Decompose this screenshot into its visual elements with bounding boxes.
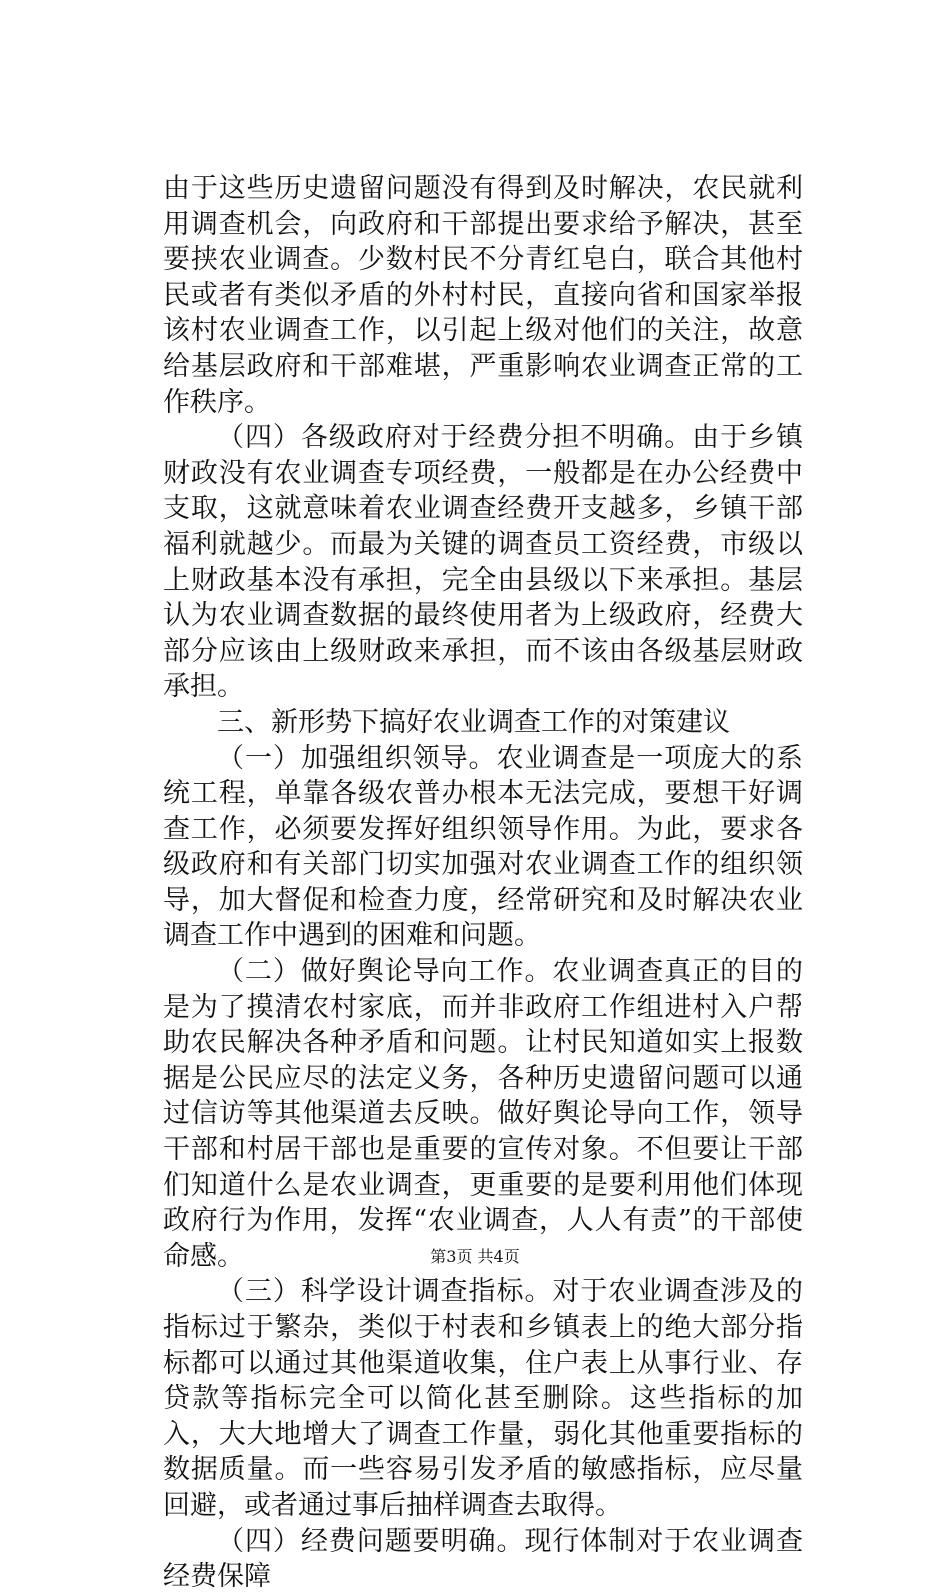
paragraph-funding-clarity: （四）经费问题要明确。现行体制对于农业调查经费保障	[163, 1525, 803, 1593]
paragraph-section-four-funding: （四）各级政府对于经费分担不明确。由于乡镇财政没有农业调查专项经费，一般都是在办公经费中支取，这就意味着农业调查经费开支越多，乡镇干部福利就越少。而最为关键的调查员工资经费，市级以上财政基本没有承担，完全由县级以下来承担。基层认为农业调查数据的最终使用者为上级政府，经费大部分应该由上级财政来承担，而不该由各级基层财政承担。	[163, 422, 803, 703]
paragraph-indicator-design: （三）科学设计调查指标。对于农业调查涉及的指标过于繁杂，类似于村表和乡镇表上的绝大部分指标都可以通过其他渠道收集，住户表上从事行业、存贷款等指标完全可以简化甚至删除。这些指标的加入，大大地增大了调查工作量，弱化其他重要指标的数据质量。而一些容易引发矛盾的敏感指标，应尽量回避，或者通过事后抽样调查去取得。	[163, 1276, 803, 1521]
page-number-footer: 第3页 共4页	[430, 1247, 520, 1266]
paragraph-continuation: 由于这些历史遗留问题没有得到及时解决，农民就利用调查机会，向政府和干部提出要求给予解决，甚至要挟农业调查。少数村民不分青红皂白，联合其他村民或者有类似矛盾的外村村民，直接向省和国家举报该村农业调查工作，以引起上级对他们的关注，故意给基层政府和干部难堪，严重影响农业调查正常的工作秩序。	[163, 173, 803, 418]
paragraph-organization-leadership: （一）加强组织领导。农业调查是一项庞大的系统工程，单靠各级农普办根本无法完成，要想干好调查工作，必须要发挥好组织领导作用。为此，要求各级政府和有关部门切实加强对农业调查工作的组织领导，加大督促和检查力度，经常研究和及时解决农业调查工作中遇到的困难和问题。	[163, 742, 803, 952]
paragraph-public-opinion: （二）做好舆论导向工作。农业调查真正的目的是为了摸清农村家底，而并非政府工作组进村入户帮助农民解决各种矛盾和问题。让村民知道如实上报数据是公民应尽的法定义务，各种历史遗留问题可以通过信访等其他渠道去反映。做好舆论导向工作，领导干部和村居干部也是重要的宣传对象。不但要让干部们知道什么是农业调查，更重要的是要利用他们体现政府行为作用，发挥“农业调查，人人有责”的干部使命感。	[163, 956, 803, 1272]
section-heading-countermeasures: 三、新形势下搞好农业调查工作的对策建议	[217, 706, 730, 738]
document-body	[163, 171, 803, 1595]
